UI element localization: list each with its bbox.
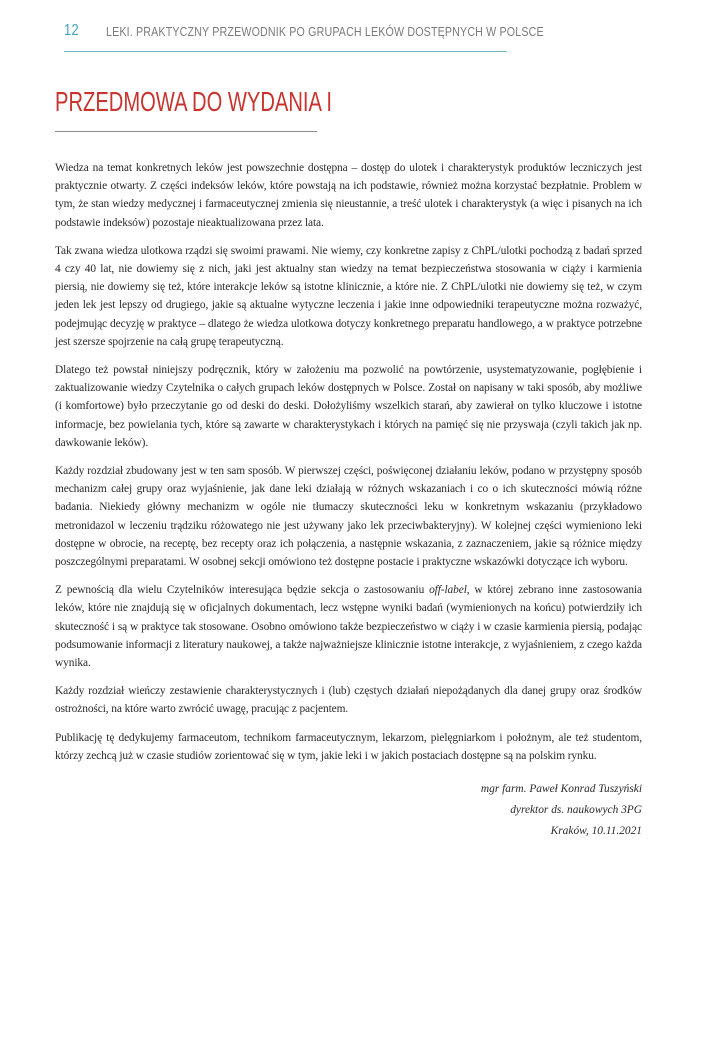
signature-place-date: Kraków, 10.11.2021	[550, 825, 642, 838]
page-number: 12	[64, 22, 80, 39]
off-label-term: off-label	[429, 584, 467, 597]
paragraph-4: Każdy rozdział zbudowany jest w ten sam sposób. W pierwszej części, poświęconej działaniu leków, podano w przystępny sposób mechanizm całej grupy oraz wyjaśnienie, jak dane leki działają w różnych wskazaniach i co o ich skuteczności mówią różne badania. Niekiedy główny mechanizm w ogóle nie tłumaczy skuteczności leku w konkretnym wskazaniu (przykładowo metronidazol w leczeniu trądziku różowatego nie jest używany jako lek przeciwbakteryjny). W kolejnej części wymieniono leki dostępne w obrocie, na receptę, bez recepty oraz ich połączenia, a następnie wskazania, z zaznaczeniem, jakie są różnice między poszczególnymi preparatami. W osobnej sekcji omówiono też dostępne postacie i praktyczne wskazówki dotyczące ich wyboru.	[55, 465, 642, 569]
running-title: LEKI. PRAKTYCZNY PRZEWODNIK PO GRUPACH LEKÓW DOSTĘPNYCH W POLSCE	[106, 24, 544, 39]
chapter-title: PRZEDMOWA DO WYDANIA I	[55, 86, 333, 117]
paragraph-7: Publikację tę dedykujemy farmaceutom, technikom farmaceutycznym, lekarzom, pielęgniarkom i położnym, ale też studentom, którzy zechcą już w czasie studiów zorientować się w tym, jakie leki i w jakich postaciach dostępne są na polskim rynku.	[55, 731, 642, 762]
title-divider	[55, 131, 317, 132]
paragraph-5: Z pewnością dla wielu Czytelników interesująca będzie sekcja o zastosowaniu off-label, w której zebrano inne zastosowania leków, które nie znajdują się w oficjalnych dokumentach, lecz wstępne wyniki badań (wymienionych na końcu) potwierdziły ich skuteczność i są w praktyce tak stosowane. Osobno omówiono także bezpieczeństwo w ciąży i w czasie karmienia piersią, podając podsumowanie informacji z literatury naukowej, a także najważniejsze klinicznie istotne interakcje, z wyjaśnieniem, z czego każda wynika.	[55, 584, 642, 670]
paragraph-6: Każdy rozdział wieńczy zestawienie charakterystycznych i (lub) częstych działań niepożądanych dla danej grupy oraz środków ostrożności, na które warto zwrócić uwagę, pracując z pacjentem.	[55, 685, 642, 716]
paragraph-3: Dlatego też powstał niniejszy podręcznik, który w założeniu ma pozwolić na powtórzenie, usystematyzowanie, pogłębienie i zaktualizowanie wiedzy Czytelnika o całych grupach leków dostępnych w Polsce. Został on napisany w taki sposób, aby możliwe (i komfortowe) było przeczytanie go od deski do deski. Dołożyliśmy wszelkich starań, aby zawierał on tylko kluczowe i istotne informacje, bez powielania tych, które są zawarte w charakterystykach i których na pamięć się nie przyswaja (czyli takich jak np. dawkowanie leków).	[55, 364, 642, 449]
signature-name: mgr farm. Paweł Konrad Tuszyński	[480, 783, 642, 796]
page-header	[64, 20, 544, 52]
paragraph-2: Tak zwana wiedza ulotkowa rządzi się swoimi prawami. Nie wiemy, czy konkretne zapisy z ChPL/ulotki pochodzą z badań sprzed 4 czy 40 lat, nie dowiemy się z nich, jaki jest aktualny stan wiedzy na temat bezpieczeństwa stosowania w ciąży i karmienia piersią, nie dowiemy się też, które interakcje leków są istotne klinicznie, a które nie. Z ChPL/ulotki nie dowiemy się też, w czym jeden lek jest lepszy od drugiego, jakie są aktualne wytyczne leczenia i jakie inne odpowiedniki terapeutyczne można rozważyć, podejmując decyzję w praktyce – dlatego że wiedza ulotkowa dotyczy konkretnego preparatu handlowego, a w praktyce potrzebne jest szersze spojrzenie na całą grupę terapeutyczną.	[55, 244, 642, 348]
signature-role: dyrektor ds. naukowych 3PG	[510, 804, 642, 817]
paragraph-1: Wiedza na temat konkretnych leków jest powszechnie dostępna – dostęp do ulotek i charakterystyk produktów leczniczych jest praktycznie otwarty. Z części indeksów leków, które powstają na ich podstawie, również można korzystać bezpłatnie. Problem w tym, że stan wiedzy medycznej i farmaceutycznej zmienia się nieustannie, a treść ulotek i charakterystyk (a więc i pisanych na ich podstawie indeksów) pozostaje nieaktualizowana przez lata.	[55, 162, 642, 229]
signature-block	[55, 779, 642, 842]
preface-body	[55, 159, 642, 842]
